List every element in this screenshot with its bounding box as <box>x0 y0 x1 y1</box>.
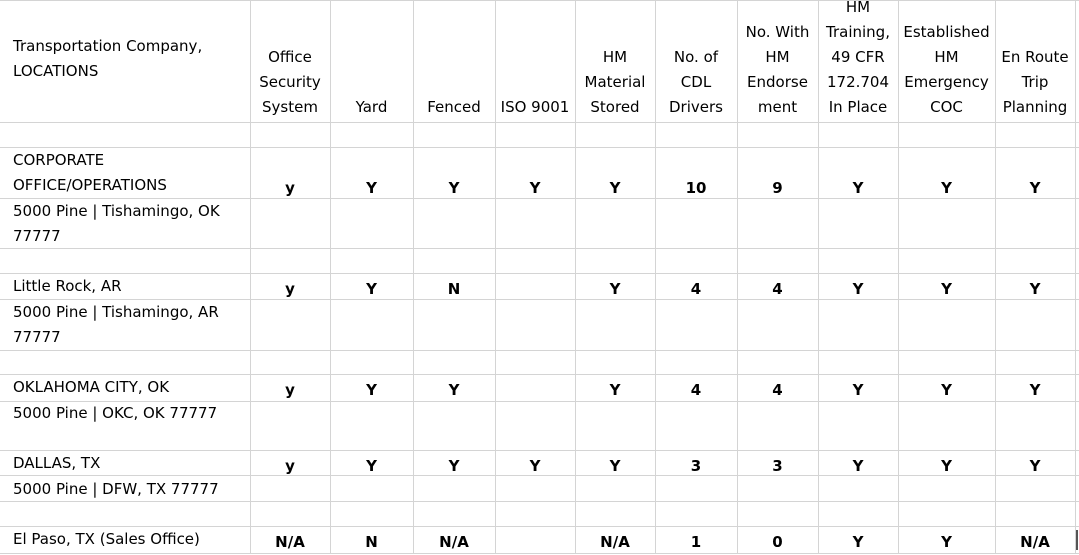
header-cdl-drivers[interactable]: No. of CDL Drivers <box>669 48 723 116</box>
table-cell-value[interactable]: N/A <box>275 533 305 551</box>
table-cell-value[interactable]: 1 <box>690 533 702 551</box>
header-locations[interactable]: Transportation Company, LOCATIONS <box>13 37 203 80</box>
table-cell-value[interactable]: N/A <box>439 533 469 551</box>
table-cell-value[interactable]: Y <box>852 381 864 399</box>
table-cell-value[interactable]: Y <box>366 457 377 475</box>
table-cell-value[interactable]: Y <box>941 533 952 551</box>
table-cell-value[interactable]: Y <box>366 179 377 197</box>
cell-cursor-marker <box>1076 530 1078 550</box>
table-cell-value[interactable]: N <box>365 533 378 551</box>
table-cell-value[interactable]: Y <box>366 381 377 399</box>
table-cell-value[interactable]: Y <box>609 381 621 399</box>
location-name-line[interactable]: OKLAHOMA CITY, OK <box>13 378 170 396</box>
table-cell-value[interactable]: 0 <box>772 533 783 551</box>
table-cell-value[interactable]: N/A <box>600 533 630 551</box>
table-cell-value[interactable]: N <box>447 280 461 298</box>
grid-row-line <box>0 450 1079 451</box>
table-cell-value[interactable]: 4 <box>690 280 702 298</box>
table-cell-value[interactable]: Y <box>448 457 460 475</box>
header-office-security[interactable]: Office Security System <box>259 48 321 116</box>
table-cell-value[interactable]: 4 <box>772 280 783 298</box>
table-cell-value[interactable]: 4 <box>772 381 783 399</box>
table-cell-value[interactable]: Y <box>529 457 541 475</box>
location-name-line[interactable]: 5000 Pine | DFW, TX 77777 <box>13 480 219 498</box>
location-name-line[interactable]: 5000 Pine | OKC, OK 77777 <box>13 404 218 422</box>
table-cell-value[interactable]: Y <box>448 179 460 197</box>
location-name-line[interactable]: 77777 <box>13 227 61 245</box>
header-hm-material[interactable]: HM Material Stored <box>584 48 646 116</box>
header-trip-planning[interactable]: En Route Trip Planning <box>1001 48 1069 116</box>
table-cell-value[interactable]: 9 <box>772 179 783 197</box>
grid-row-line <box>0 350 1079 351</box>
header-fenced[interactable]: Fenced <box>427 98 481 116</box>
location-name-line[interactable]: El Paso, TX (Sales Office) <box>13 530 200 548</box>
table-cell-value[interactable]: Y <box>609 457 621 475</box>
location-name-line[interactable]: 5000 Pine | Tishamingo, OK <box>13 202 220 220</box>
table-cell-value[interactable]: Y <box>941 457 952 475</box>
table-cell-value[interactable]: Y <box>941 280 952 298</box>
location-name-line[interactable]: CORPORATE <box>13 151 105 169</box>
table-cell-value[interactable]: Y <box>1029 457 1041 475</box>
table-cell-value[interactable]: 3 <box>772 457 783 475</box>
grid-row-line <box>0 273 1079 274</box>
table-cell-value[interactable]: y <box>285 381 295 399</box>
table-cell-value[interactable]: Y <box>1029 381 1041 399</box>
table-cell-value[interactable]: y <box>285 179 295 197</box>
header-hm-endorsement[interactable]: No. With HM Endorse ment <box>745 23 810 116</box>
grid-row-line <box>0 248 1079 249</box>
header-yard[interactable]: Yard <box>355 98 388 116</box>
grid-row-line <box>0 147 1079 148</box>
table-cell-value[interactable]: Y <box>609 179 621 197</box>
table-cell-value[interactable]: 4 <box>690 381 702 399</box>
table-cell-value[interactable]: Y <box>852 457 864 475</box>
table-cell-value[interactable]: Y <box>941 381 952 399</box>
table-cell-value[interactable]: Y <box>529 179 541 197</box>
location-name-line[interactable]: 5000 Pine | Tishamingo, AR <box>13 303 219 321</box>
grid-row-line <box>0 122 1079 123</box>
table-cell-value[interactable]: Y <box>1029 280 1041 298</box>
table-cell-value[interactable]: Y <box>852 533 864 551</box>
header-iso9001[interactable]: ISO 9001 <box>500 98 570 116</box>
location-name-line[interactable]: OFFICE/OPERATIONS <box>13 176 167 194</box>
header-emergency-coc[interactable]: Established HM Emergency COC <box>903 23 990 116</box>
grid-row-line <box>0 0 1079 1</box>
table-cell-value[interactable]: Y <box>852 179 864 197</box>
location-name-line[interactable]: Little Rock, AR <box>13 277 122 295</box>
table-cell-value[interactable]: Y <box>609 280 621 298</box>
table-cell-value[interactable]: 10 <box>685 179 707 197</box>
location-name-line[interactable]: 77777 <box>13 328 61 346</box>
table-cell-value[interactable]: y <box>285 280 295 298</box>
table-cell-value[interactable]: 3 <box>690 457 702 475</box>
table-cell-value[interactable]: Y <box>941 179 952 197</box>
header-hm-training[interactable]: HM Training, 49 CFR 172.704 In Place <box>826 0 890 116</box>
table-cell-value[interactable]: Y <box>1029 179 1041 197</box>
table-cell-value[interactable]: Y <box>852 280 864 298</box>
table-cell-value[interactable]: y <box>285 457 295 475</box>
grid-column-line <box>1075 0 1076 553</box>
table-cell-value[interactable]: Y <box>366 280 377 298</box>
table-cell-value[interactable]: N/A <box>1020 533 1050 551</box>
location-name-line[interactable]: DALLAS, TX <box>13 454 101 472</box>
table-cell-value[interactable]: Y <box>448 381 460 399</box>
